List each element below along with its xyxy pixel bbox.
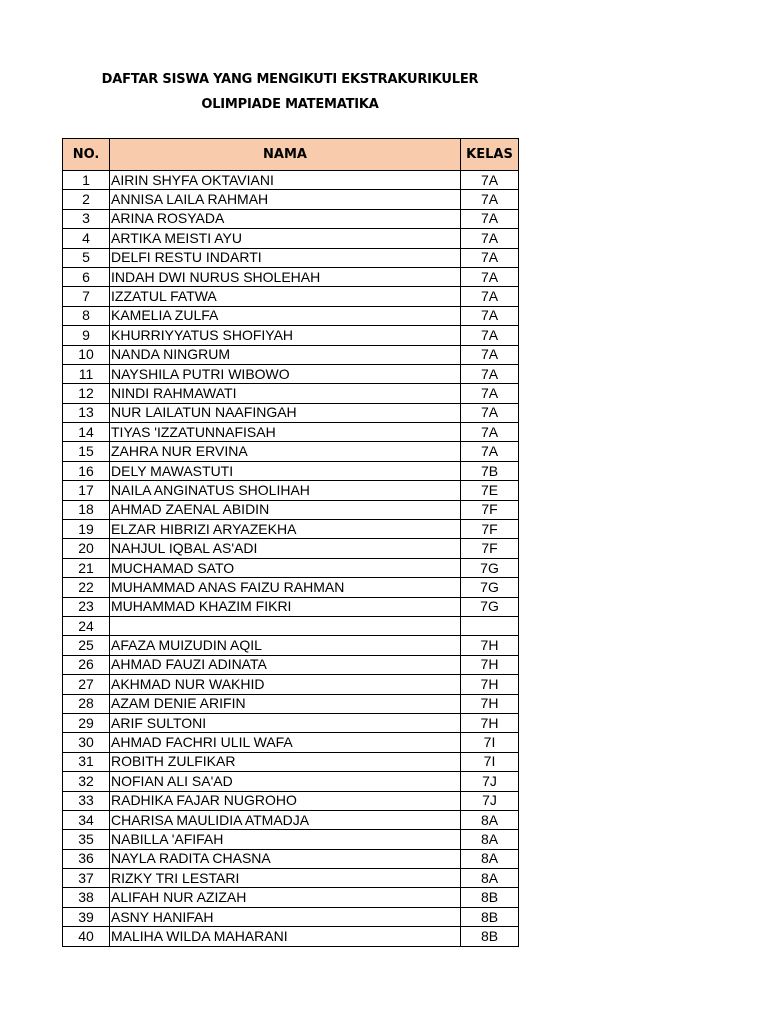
table-row (63, 849, 519, 868)
cell-kelas: 7J (461, 791, 519, 810)
cell-kelas: 7G (461, 578, 519, 597)
cell-nama: NAYLA RADITA CHASNA (110, 849, 461, 868)
cell-no: 24 (63, 616, 110, 635)
cell-no: 38 (63, 888, 110, 907)
cell-nama: AKHMAD NUR WAKHID (110, 675, 461, 694)
table-row (63, 423, 519, 442)
table-row (63, 500, 519, 519)
cell-kelas: 7A (461, 229, 519, 248)
cell-no: 2 (63, 190, 110, 209)
cell-no: 35 (63, 830, 110, 849)
cell-nama: KAMELIA ZULFA (110, 306, 461, 325)
cell-no: 23 (63, 597, 110, 616)
cell-kelas: 7J (461, 772, 519, 791)
cell-nama: MUHAMMAD ANAS FAIZU RAHMAN (110, 578, 461, 597)
cell-no: 12 (63, 384, 110, 403)
document-subtitle: OLIMPIADE MATEMATIKA (201, 97, 379, 112)
cell-nama: CHARISA MAULIDIA ATMADJA (110, 810, 461, 829)
table-row (63, 287, 519, 306)
cell-no: 14 (63, 423, 110, 442)
cell-no: 29 (63, 713, 110, 732)
table-row (63, 461, 519, 480)
cell-nama: ZAHRA NUR ERVINA (110, 442, 461, 461)
cell-kelas: 7A (461, 345, 519, 364)
table-row (63, 209, 519, 228)
header-row (63, 139, 519, 171)
table-body (63, 171, 519, 947)
cell-nama: NABILLA 'AFIFAH (110, 830, 461, 849)
cell-no: 17 (63, 481, 110, 500)
cell-no: 27 (63, 675, 110, 694)
table-row (63, 597, 519, 616)
cell-no: 31 (63, 752, 110, 771)
cell-nama (110, 616, 461, 635)
cell-nama: AFAZA MUIZUDIN AQIL (110, 636, 461, 655)
cell-nama: AHMAD ZAENAL ABIDIN (110, 500, 461, 519)
cell-no: 11 (63, 364, 110, 383)
cell-no: 4 (63, 229, 110, 248)
cell-no: 3 (63, 209, 110, 228)
cell-no: 39 (63, 907, 110, 926)
cell-kelas: 7F (461, 520, 519, 539)
cell-nama: NOFIAN ALI SA'AD (110, 772, 461, 791)
table-row (63, 733, 519, 752)
cell-no: 34 (63, 810, 110, 829)
cell-kelas: 7A (461, 171, 519, 190)
cell-nama: AZAM DENIE ARIFIN (110, 694, 461, 713)
column-header-nama: NAMA (110, 139, 461, 171)
cell-nama: DELFI RESTU INDARTI (110, 248, 461, 267)
cell-no: 10 (63, 345, 110, 364)
table-row (63, 907, 519, 926)
cell-nama: NANDA NINGRUM (110, 345, 461, 364)
table-row (63, 384, 519, 403)
document-title: DAFTAR SISWA YANG MENGIKUTI EKSTRAKURIKULER (101, 72, 479, 87)
cell-kelas: 7A (461, 442, 519, 461)
table-row (63, 481, 519, 500)
cell-no: 5 (63, 248, 110, 267)
cell-kelas: 7A (461, 209, 519, 228)
cell-kelas: 7A (461, 306, 519, 325)
table-header (63, 139, 519, 171)
cell-nama: TIYAS 'IZZATUNNAFISAH (110, 423, 461, 442)
table-row (63, 267, 519, 286)
cell-no: 13 (63, 403, 110, 422)
table-row (63, 772, 519, 791)
table-row (63, 539, 519, 558)
cell-kelas: 7A (461, 384, 519, 403)
cell-no: 7 (63, 287, 110, 306)
cell-nama: ARINA ROSYADA (110, 209, 461, 228)
table-row (63, 442, 519, 461)
table-row (63, 752, 519, 771)
cell-kelas: 7G (461, 597, 519, 616)
cell-no: 40 (63, 927, 110, 946)
cell-no: 22 (63, 578, 110, 597)
cell-kelas: 7H (461, 713, 519, 732)
cell-kelas: 8A (461, 869, 519, 888)
cell-kelas: 7A (461, 326, 519, 345)
cell-no: 8 (63, 306, 110, 325)
cell-no: 18 (63, 500, 110, 519)
cell-no: 36 (63, 849, 110, 868)
cell-kelas: 7F (461, 539, 519, 558)
cell-nama: MUCHAMAD SATO (110, 558, 461, 577)
student-roster-table (62, 138, 519, 947)
cell-no: 37 (63, 869, 110, 888)
cell-nama: ARTIKA MEISTI AYU (110, 229, 461, 248)
cell-nama: NINDI RAHMAWATI (110, 384, 461, 403)
cell-kelas: 7I (461, 733, 519, 752)
cell-nama: ASNY HANIFAH (110, 907, 461, 926)
cell-nama: DELY MAWASTUTI (110, 461, 461, 480)
cell-nama: ARIF SULTONI (110, 713, 461, 732)
table-row (63, 655, 519, 674)
cell-nama: AIRIN SHYFA OKTAVIANI (110, 171, 461, 190)
table-row (63, 675, 519, 694)
cell-no: 19 (63, 520, 110, 539)
table-row (63, 713, 519, 732)
cell-kelas: 8B (461, 907, 519, 926)
column-header-kelas: KELAS (461, 139, 519, 171)
table-row (63, 306, 519, 325)
cell-no: 15 (63, 442, 110, 461)
table-row (63, 869, 519, 888)
cell-no: 20 (63, 539, 110, 558)
cell-kelas: 8A (461, 830, 519, 849)
table-row (63, 694, 519, 713)
cell-kelas: 7I (461, 752, 519, 771)
table-row (63, 520, 519, 539)
cell-nama: AHMAD FAUZI ADINATA (110, 655, 461, 674)
cell-kelas: 7A (461, 287, 519, 306)
cell-no: 26 (63, 655, 110, 674)
table-row (63, 810, 519, 829)
cell-kelas: 7A (461, 248, 519, 267)
table-row (63, 248, 519, 267)
table-row (63, 326, 519, 345)
cell-no: 32 (63, 772, 110, 791)
cell-kelas: 7A (461, 423, 519, 442)
cell-kelas: 8A (461, 849, 519, 868)
table-row (63, 791, 519, 810)
table-row (63, 636, 519, 655)
cell-nama: ANNISA LAILA RAHMAH (110, 190, 461, 209)
cell-nama: MALIHA WILDA MAHARANI (110, 927, 461, 946)
cell-nama: RADHIKA FAJAR NUGROHO (110, 791, 461, 810)
cell-nama: AHMAD FACHRI ULIL WAFA (110, 733, 461, 752)
cell-nama: ALIFAH NUR AZIZAH (110, 888, 461, 907)
cell-nama: NAYSHILA PUTRI WIBOWO (110, 364, 461, 383)
cell-kelas: 7H (461, 655, 519, 674)
cell-nama: MUHAMMAD KHAZIM FIKRI (110, 597, 461, 616)
cell-no: 1 (63, 171, 110, 190)
cell-nama: NUR LAILATUN NAAFINGAH (110, 403, 461, 422)
cell-nama: NAILA ANGINATUS SHOLIHAH (110, 481, 461, 500)
table-row (63, 345, 519, 364)
cell-nama: ROBITH ZULFIKAR (110, 752, 461, 771)
table-row (63, 616, 519, 635)
cell-nama: KHURRIYYATUS SHOFIYAH (110, 326, 461, 345)
cell-nama: IZZATUL FATWA (110, 287, 461, 306)
cell-no: 25 (63, 636, 110, 655)
table-row (63, 229, 519, 248)
cell-no: 16 (63, 461, 110, 480)
table-row (63, 190, 519, 209)
cell-no: 6 (63, 267, 110, 286)
cell-no: 30 (63, 733, 110, 752)
cell-nama: RIZKY TRI LESTARI (110, 869, 461, 888)
cell-kelas: 7H (461, 675, 519, 694)
cell-kelas (461, 616, 519, 635)
cell-kelas: 8B (461, 888, 519, 907)
table-row (63, 927, 519, 946)
column-header-no: NO. (63, 139, 110, 171)
cell-kelas: 7A (461, 267, 519, 286)
table-row (63, 364, 519, 383)
table-row (63, 558, 519, 577)
cell-kelas: 7A (461, 364, 519, 383)
cell-kelas: 8B (461, 927, 519, 946)
cell-nama: NAHJUL IQBAL AS'ADI (110, 539, 461, 558)
cell-kelas: 7A (461, 190, 519, 209)
table-row (63, 171, 519, 190)
cell-no: 28 (63, 694, 110, 713)
cell-no: 21 (63, 558, 110, 577)
cell-kelas: 7A (461, 403, 519, 422)
cell-nama: ELZAR HIBRIZI ARYAZEKHA (110, 520, 461, 539)
cell-kelas: 7G (461, 558, 519, 577)
cell-nama: INDAH DWI NURUS SHOLEHAH (110, 267, 461, 286)
table-row (63, 578, 519, 597)
cell-kelas: 7E (461, 481, 519, 500)
cell-kelas: 7B (461, 461, 519, 480)
cell-kelas: 7H (461, 694, 519, 713)
cell-kelas: 7H (461, 636, 519, 655)
table-row (63, 830, 519, 849)
table-row (63, 403, 519, 422)
cell-no: 33 (63, 791, 110, 810)
table-row (63, 888, 519, 907)
cell-no: 9 (63, 326, 110, 345)
cell-kelas: 7F (461, 500, 519, 519)
cell-kelas: 8A (461, 810, 519, 829)
